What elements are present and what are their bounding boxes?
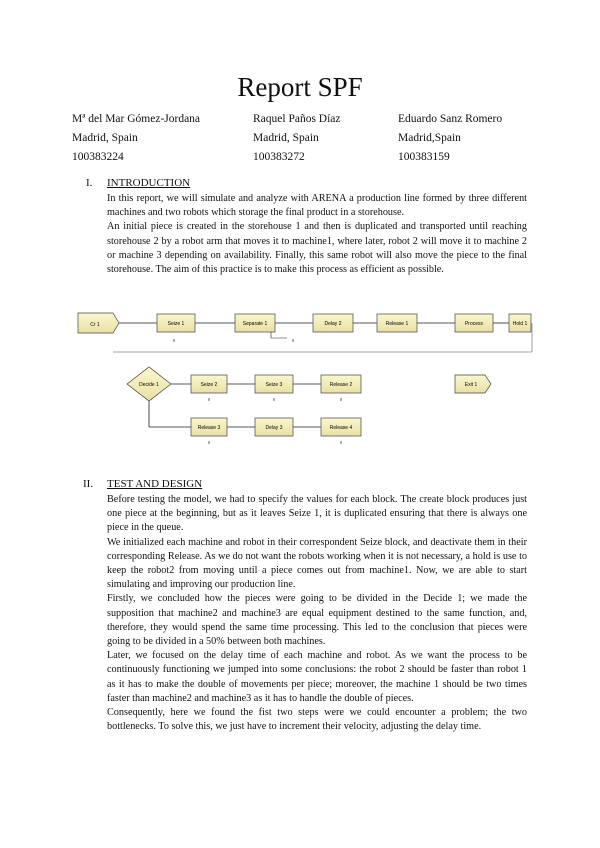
block-label: Process (464, 321, 484, 327)
block-label: Separate 1 (242, 321, 268, 327)
author-name: Mª del Mar Gómez-Jordana (72, 113, 201, 125)
block-label: Cr 1 (90, 322, 100, 328)
counter-label: 0 (273, 397, 275, 402)
block-label: Release 2 (329, 382, 353, 388)
test-design-body (107, 493, 527, 734)
seize-1-block (157, 314, 195, 332)
author-1 (72, 110, 200, 167)
section-title-test-and-design: TEST AND DESIGN (107, 478, 203, 490)
counter-label: 0 (340, 397, 342, 402)
create-block (78, 313, 119, 333)
paragraph: We initialized each machine and robot in their correspondent Seize block, and deactivate them in their corresponding Release. As we do not want the robots working when it is not necessary, a hold is use to keep the robot2 from moving until a piece comes out from machine1. Now, we are able to start simulating and improving our production line. (107, 536, 527, 591)
author-id: 100383224 (72, 151, 124, 163)
block-label: Seize 2 (200, 382, 218, 388)
counter-label: 0 (173, 338, 175, 343)
hold-1-block (509, 314, 531, 332)
author-2 (253, 110, 341, 167)
block-label: Exit 1 (464, 382, 478, 388)
block-label: Delay 2 (324, 321, 342, 327)
section-number: I. (86, 177, 93, 189)
counter-label: 0 (292, 338, 294, 343)
release-2-block (321, 375, 361, 393)
block-label: Delay 3 (265, 425, 283, 431)
exit-1-block (455, 375, 491, 393)
author-city: Madrid,Spain (398, 132, 461, 144)
block-label: Release 1 (385, 321, 409, 327)
seize-2-block (191, 375, 227, 393)
section-title-introduction: INTRODUCTION (107, 177, 191, 189)
release-4-block (321, 418, 361, 436)
author-city: Madrid, Spain (253, 132, 319, 144)
section-number: II. (83, 478, 94, 490)
separate-1-block (235, 314, 287, 338)
block-label: Seize 1 (167, 321, 185, 327)
paragraph: Consequently, here we found the fist two steps were we could encounter a problem; the two bottlenecks. To solve this, we just have to increment their velocity, adjusting the delay time. (107, 707, 527, 733)
counter-label: 0 (208, 440, 210, 445)
block-label: Hold 1 (512, 321, 528, 327)
paragraph: In this report, we will simulate and analyze with ARENA a production line formed by three different machines and two robots which storage the final product in a storehouse. (107, 193, 527, 219)
author-name: Raquel Paños Díaz (253, 113, 341, 125)
release-1-block (377, 314, 417, 332)
counter-label: 0 (340, 440, 342, 445)
page-title: Report SPF (237, 72, 363, 102)
author-id: 100383159 (398, 151, 450, 163)
arena-flow-diagram (73, 305, 533, 445)
delay-3-block (255, 418, 293, 436)
block-label: Release 3 (197, 425, 221, 431)
decide-1-block (127, 367, 171, 401)
block-label: Decide 1 (139, 382, 159, 388)
paragraph: Before testing the model, we had to specify the values for each block. The create block produces just one piece at the beginning, but as it leaves Seize 1, it is duplicated ensuring that there is always one piece in the queue. (107, 494, 527, 534)
author-city: Madrid, Spain (72, 132, 138, 144)
seize-3-block (255, 375, 293, 393)
paragraph: Firstly, we concluded how the pieces were going to be divided in the Decide 1; we made the supposition that machine2 and machine3 are equal equipment destined to the same function, and, therefore, they would spend the same time processing. This led to the conclusion that pieces were going to be divided in a 50% between both machines. (107, 593, 527, 648)
paragraph: An initial piece is created in the storehouse 1 and then is duplicated and transported until reaching storehouse 2 by a robot arm that moves it to machine1, where later, robot 2 will move it to machine 2 or machine 3 depending on availability. Finally, this same robot will also move the piece to the final storehouse. The aim of this practice is to make this process as efficient as possible. (107, 221, 527, 276)
block-label: Release 4 (329, 425, 353, 431)
delay-2-block (313, 314, 353, 332)
process-block (455, 314, 493, 332)
counter-label: 0 (208, 397, 210, 402)
author-id: 100383272 (253, 151, 305, 163)
author-3 (398, 110, 502, 167)
release-3-block (191, 418, 227, 436)
introduction-body (107, 192, 527, 277)
author-name: Eduardo Sanz Romero (398, 113, 503, 125)
paragraph: Later, we focused on the delay time of each machine and robot. As we want the process to be continuously functioning we jumped into some conclusions: the robot 2 should be faster than robot 1 as it has to make the double of movements per piece; moreover, the machine 1 should be two times faster than machine2 and machine3 as it has to handle the double of pieces. (107, 650, 527, 704)
block-label: Seize 3 (265, 382, 283, 388)
